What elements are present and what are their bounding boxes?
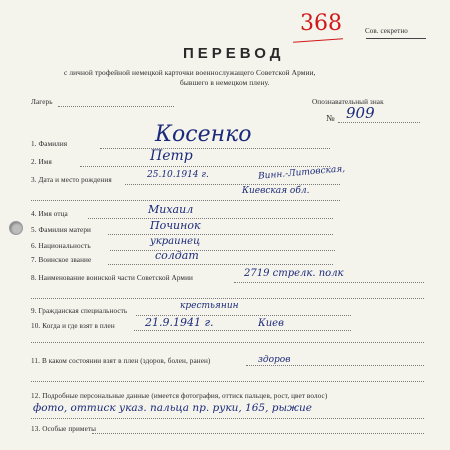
field-10-place: Киев xyxy=(258,318,284,329)
field-3-date: 25.10.1914 г. xyxy=(147,170,209,180)
field-5-value: Починок xyxy=(150,219,201,232)
field-4-line xyxy=(88,218,333,219)
field-1-line xyxy=(100,148,330,149)
field-6-line xyxy=(110,250,335,251)
field-10-line-2 xyxy=(31,342,424,343)
field-1-label: 1. Фамилия xyxy=(31,140,68,148)
field-1-value: Косенко xyxy=(155,122,252,147)
field-13-label: 13. Особые приметы xyxy=(31,425,97,433)
field-11-line xyxy=(246,365,424,366)
id-tag-no-label: № xyxy=(326,113,335,123)
field-8-label: 8. Наименование воинской части Советской Армии xyxy=(31,274,193,282)
field-9-label: 9. Гражданская специальность xyxy=(31,307,128,315)
id-tag-label: Опознавательный знак xyxy=(312,98,384,106)
field-2-line xyxy=(80,166,330,167)
camp-value-line xyxy=(58,106,174,107)
field-8-value: 2719 стрелк. полк xyxy=(244,268,344,279)
subtitle-line-1: с личной трофейной немецкой карточки военнослужащего Советской Армии, xyxy=(64,68,316,77)
field-5-line xyxy=(108,234,333,235)
field-11-value: здоров xyxy=(258,355,291,365)
field-13-line xyxy=(92,433,424,434)
field-9-value: крестьянин xyxy=(180,301,239,311)
field-4-label: 4. Имя отца xyxy=(31,210,68,218)
field-3-region: Киевская обл. xyxy=(242,186,310,196)
field-3-label: 3. Дата и место рождения xyxy=(31,176,112,184)
camp-label: Лагерь xyxy=(31,98,53,106)
field-2-label: 2. Имя xyxy=(31,158,52,166)
field-6-label: 6. Национальность xyxy=(31,242,91,250)
field-11-line-2 xyxy=(31,381,424,382)
subtitle-line-2: бывшего в немецком плену. xyxy=(180,78,270,87)
field-7-line xyxy=(108,264,333,265)
punch-hole xyxy=(9,221,23,235)
page-title: ПЕРЕВОД xyxy=(183,45,285,62)
id-tag-number: 909 xyxy=(346,104,375,122)
field-3-line xyxy=(125,184,340,185)
document-number-underline xyxy=(293,38,343,42)
field-4-value: Михаил xyxy=(148,203,194,216)
field-10-date: 21.9.1941 г. xyxy=(145,316,214,329)
field-8-line xyxy=(234,282,424,283)
field-11-label: 11. В каком состоянии взят в плен (здоров, болен, ранен) xyxy=(31,357,211,365)
field-10-line xyxy=(134,330,351,331)
field-3-place: Винн.-Литовская, xyxy=(257,164,346,182)
classification-underline xyxy=(366,38,426,39)
classification-label: Сов. секретно xyxy=(365,27,408,35)
id-tag-line xyxy=(338,122,420,123)
document-number: 368 xyxy=(300,11,342,36)
field-6-value: украинец xyxy=(150,236,201,247)
field-3-line-2 xyxy=(31,200,340,201)
field-7-label: 7. Воинское звание xyxy=(31,256,92,264)
field-2-value: Петр xyxy=(150,148,193,164)
field-5-label: 5. Фамилия матери xyxy=(31,226,91,234)
field-7-value: солдат xyxy=(155,249,199,262)
field-12-value: фото, оттиск указ. пальца пр. руки, 165, рыжие xyxy=(33,402,312,414)
field-10-label: 10. Когда и где взят в плен xyxy=(31,322,115,330)
field-8-line-2 xyxy=(31,298,424,299)
field-12-line xyxy=(31,418,424,419)
field-12-label: 12. Подробные персональные данные (имеется фотография, оттиск пальцев, рост, цвет волос) xyxy=(31,392,328,400)
